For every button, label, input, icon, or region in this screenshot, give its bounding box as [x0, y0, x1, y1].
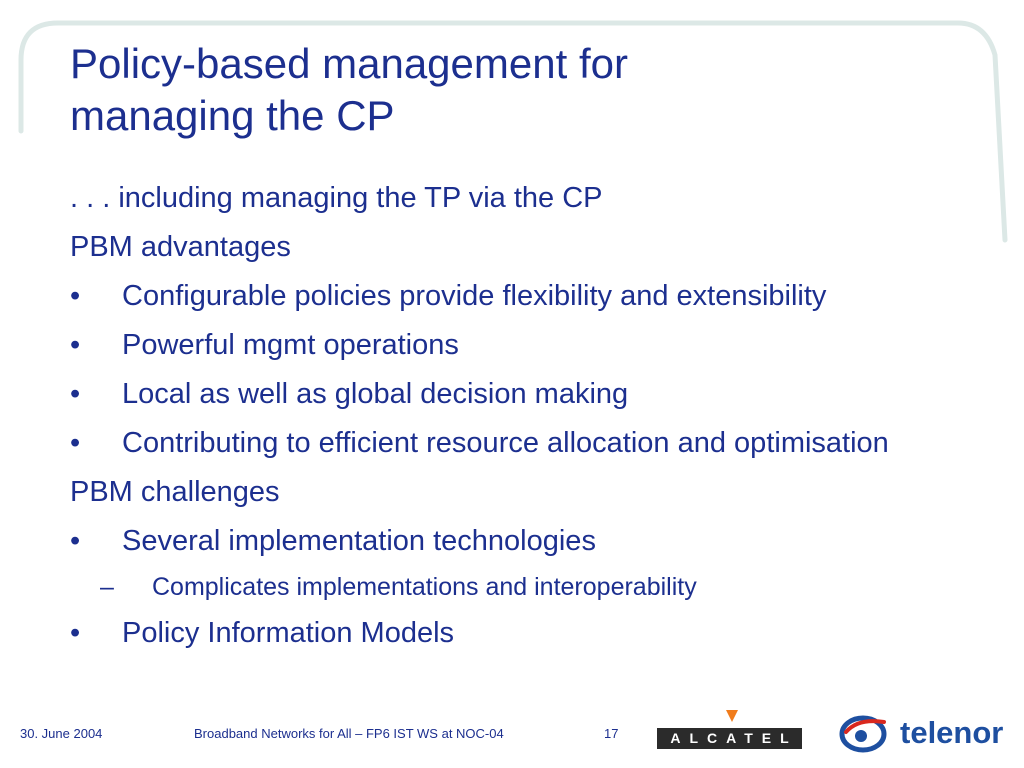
bullet-mark: •	[70, 427, 81, 459]
bullet-item	[70, 276, 970, 316]
bullet-mark: •	[70, 378, 81, 410]
bullet-item	[70, 325, 970, 365]
slide-title-line-1: Policy-based management for	[70, 40, 628, 87]
bullet-text: Configurable policies provide flexibility and extensibility	[122, 280, 827, 312]
alcatel-triangle-icon	[726, 710, 738, 722]
section-heading-advantages: PBM advantages	[70, 231, 291, 263]
bullet-item	[70, 613, 970, 653]
telenor-logo	[836, 712, 1008, 754]
bullet-item	[70, 521, 970, 561]
alcatel-wordmark: ALCATEL	[657, 728, 802, 749]
alcatel-logo	[657, 710, 802, 750]
telenor-swirl-icon	[836, 712, 896, 754]
bullet-text: Policy Information Models	[122, 617, 455, 649]
slide-title	[70, 38, 890, 142]
bullet-mark: •	[70, 525, 81, 557]
footer-event: Broadband Networks for All – FP6 IST WS at NOC-04	[194, 726, 504, 741]
bullet-mark: •	[70, 329, 81, 361]
section-heading-challenges: PBM challenges	[70, 476, 280, 508]
footer-date: 30. June 2004	[20, 726, 103, 741]
slide-content	[70, 178, 970, 662]
bullet-mark: •	[70, 280, 81, 312]
slide-title-line-2: managing the CP	[70, 92, 395, 139]
bullet-text: Powerful mgmt operations	[122, 329, 459, 361]
footer-page-number: 17	[604, 726, 619, 741]
bullet-mark: •	[70, 617, 81, 649]
bullet-item	[70, 423, 902, 463]
sub-bullet-mark: –	[100, 573, 114, 601]
telenor-wordmark: telenor	[900, 715, 1004, 750]
bullet-text: Local as well as global decision making	[122, 378, 629, 410]
bullet-item	[70, 374, 970, 414]
bullet-text: Several implementation technologies	[122, 525, 596, 557]
intro-text: . . . including managing the TP via the CP	[70, 182, 603, 214]
sub-bullet-item	[70, 570, 970, 604]
bullet-text: Contributing to efficient resource allocation and optimisation	[122, 427, 889, 459]
sub-bullet-text: Complicates implementations and interoperability	[152, 573, 697, 601]
